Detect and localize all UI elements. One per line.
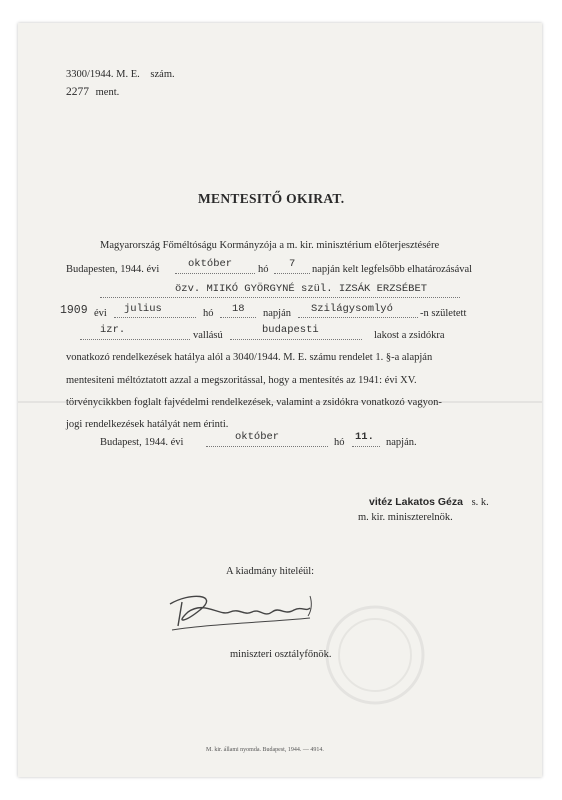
prime-minister-name: vitéz Lakatos Géza s. k.	[369, 496, 489, 508]
residence: budapesti	[262, 324, 319, 336]
person-name: özv. MIIKÓ GYÖRGYNÉ szül. IZSÁK ERZSÉBET	[175, 283, 428, 295]
reference-number: 3300/1944. M. E. szám.	[66, 69, 175, 80]
religion-blank	[80, 328, 190, 340]
certification-title: miniszteri osztályfőnök.	[230, 649, 332, 660]
body-line-7: mentesiteni méltóztatott azzal a megszoritással, hogy a mentesítés az 1941: évi XV.	[66, 375, 417, 386]
certification-label: A kiadmány hiteléül:	[226, 566, 315, 577]
prime-minister-title: m. kir. miniszterelnök.	[358, 512, 453, 523]
body-line-5-a: vallású	[193, 330, 223, 341]
religion: izr.	[100, 324, 126, 336]
body-line-6: vonatkozó rendelkezések hatálya alól a 3040/1944. M. E. számu rendelet 1. §-a alapján	[66, 352, 433, 363]
birth-year: 1909	[60, 304, 88, 317]
body-line-9: jogi rendelkezések hatályát nem érinti.	[66, 419, 229, 430]
document-title: MENTESITŐ OKIRAT.	[198, 191, 345, 206]
body-line-5-b: lakost a zsidókra	[374, 330, 445, 341]
printer-footer: M. kir. állami nyomda. Budapest, 1944. — 4914.	[206, 747, 324, 753]
body-line-1: Magyarország Főméltóságu Kormányzója a m. kir. minisztérium előterjesztésére	[100, 240, 440, 251]
body-line-2-b: hó	[258, 264, 269, 275]
decision-day: 7	[289, 258, 296, 270]
date-suffix: napján.	[386, 437, 417, 448]
date-ho: hó	[334, 437, 345, 448]
birth-day: 18	[232, 303, 245, 315]
date-prefix: Budapest, 1944. évi	[100, 437, 184, 448]
name-suffix: s. k.	[471, 497, 489, 508]
body-line-2-c: napján kelt legfelsőbb elhatározásával	[312, 264, 473, 275]
body-line-4-c: napján	[263, 308, 291, 319]
body-line-2-a: Budapesten, 1944. évi	[66, 264, 160, 275]
handwritten-signature	[160, 582, 330, 642]
embossed-seal-icon	[320, 600, 430, 710]
reference-suffix: szám.	[150, 69, 175, 80]
body-line-4-b: hó	[203, 308, 214, 319]
date-day: 11.	[355, 431, 374, 443]
ment-suffix: ment.	[95, 87, 120, 98]
decision-month: október	[188, 258, 233, 270]
body-line-4-a: évi	[94, 308, 107, 319]
birth-place: Szilágysomlyó	[311, 303, 393, 315]
body-line-8: törvénycikkben foglalt fajvédelmi rendelkezések, valamint a zsidókra vonatkozó vagyon-	[66, 397, 442, 408]
ment-number: 2277 ment.	[66, 86, 120, 98]
birth-month: julius	[124, 303, 162, 315]
body-line-4-d: -n született	[420, 308, 467, 319]
date-month: október	[235, 431, 280, 443]
